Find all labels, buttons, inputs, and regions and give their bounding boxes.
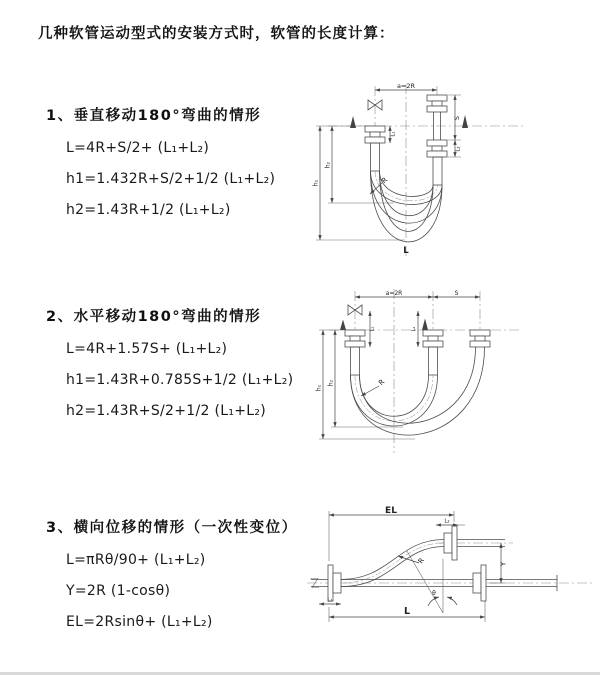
dim-label-h1: h₁	[315, 384, 323, 392]
pipe-fittings	[345, 330, 490, 375]
section-2-heading: 2、水平移动180°弯曲的情形	[46, 309, 262, 325]
formula-L: L=4R+1.57S+ (L₁+L₂)	[66, 341, 228, 357]
centerlines	[329, 289, 520, 453]
length-label: L	[403, 606, 411, 617]
centerlines	[328, 84, 524, 257]
formula-L: L=4R+S/2+ (L₁+L₂)	[66, 140, 210, 156]
page-title: 几种软管运动型式的安装方式时，软管的长度计算：	[38, 26, 395, 42]
diagram-horizontal-bend	[315, 283, 600, 458]
dim-label-l1: L₁	[390, 131, 397, 137]
dimension-lines	[316, 90, 468, 240]
formula-L: L=πRθ/90+ (L₁+L₂)	[66, 552, 206, 568]
radius-leader	[361, 386, 379, 396]
dim-label-l2: L₂	[411, 326, 417, 332]
dim-label-l1: L₁	[369, 326, 376, 332]
radius-label: R	[377, 377, 387, 388]
dim-label-l2: L₂	[455, 146, 462, 152]
formula-h1: h1=1.432R+S/2+1/2 (L₁+L₂)	[66, 171, 276, 187]
dim-label-h2: h₂	[324, 161, 332, 169]
dim-label-a2r: a=2R	[385, 290, 403, 297]
formula-Y: Y=2R (1-cosθ)	[66, 583, 171, 599]
diagram-vertical-bend	[312, 78, 562, 263]
dimension-lines	[319, 511, 505, 622]
dim-label-l2: L₂	[444, 518, 450, 525]
dimension-lines	[319, 297, 480, 439]
radius-label: R	[380, 175, 390, 186]
dim-label-s: S	[454, 290, 459, 297]
dim-label-y: Y	[499, 561, 508, 567]
radius-and-angle-construction	[398, 551, 457, 613]
dim-label-s: S	[453, 115, 461, 121]
dim-label-h2: h₂	[327, 379, 335, 387]
dim-label-l1: L₁	[327, 597, 333, 604]
formula-h1: h1=1.43R+0.785S+1/2 (L₁+L₂)	[66, 372, 294, 388]
dim-label-a2r: a=2R	[396, 82, 416, 90]
formula-h2: h2=1.43R+1/2 (L₁+L₂)	[66, 202, 231, 218]
section-lateral-displacement	[46, 516, 298, 644]
section-horizontal-movement	[46, 305, 293, 433]
angle-label: θ	[432, 590, 436, 597]
section-1-heading: 1、垂直移动180°弯曲的情形	[46, 108, 262, 124]
formula-EL: EL=2Rsinθ+ (L₁+L₂)	[66, 614, 213, 630]
dim-label-h1: h₁	[312, 179, 320, 187]
section-vertical-movement	[46, 104, 275, 232]
radius-label: R	[416, 556, 427, 566]
formula-h2: h2=1.43R+S/2+1/2 (L₁+L₂)	[66, 403, 267, 419]
section-3-heading: 3、横向位移的情形（一次性变位）	[46, 520, 298, 536]
length-label: L	[403, 246, 409, 256]
dim-label-el: EL	[385, 506, 397, 516]
diagram-lateral-displacement	[305, 503, 600, 648]
